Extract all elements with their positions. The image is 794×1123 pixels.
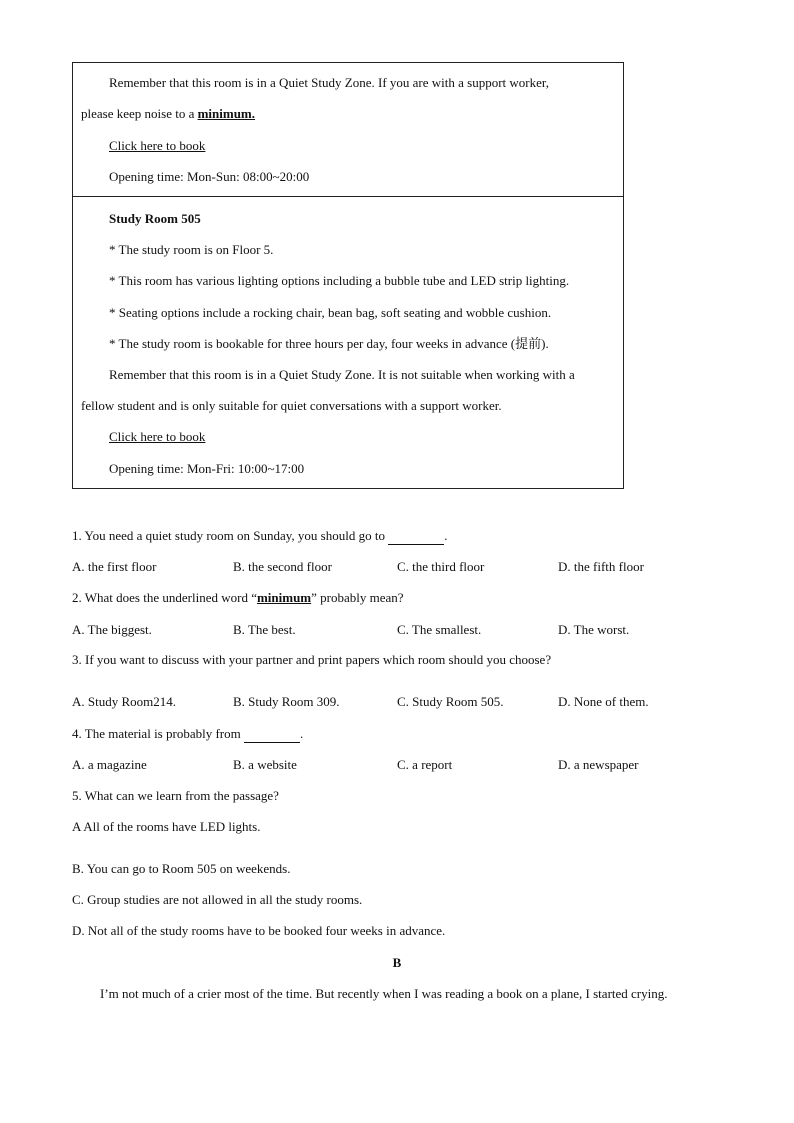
question-stem-end: . <box>444 528 448 543</box>
question-stem: 2. What does the underlined word “ <box>72 590 257 605</box>
question-stem-end: . <box>299 726 304 741</box>
option-b: B. You can go to Room 505 on weekends. <box>72 861 291 876</box>
question-1 <box>72 528 447 545</box>
option-c: C. The smallest. <box>397 622 482 637</box>
option-a: A. the first floor <box>72 559 157 574</box>
study-room-info-box-top <box>72 62 624 197</box>
option-c: C. the third floor <box>397 559 485 574</box>
question-4 <box>72 726 303 743</box>
option-d: D. Not all of the study rooms have to be booked four weeks in advance. <box>72 923 446 938</box>
option-b: B. a website <box>233 757 297 772</box>
answer-blank <box>388 528 444 545</box>
room-bullet: * The study room is bookable for three hours per day, four weeks in advance (提前). <box>109 336 549 351</box>
book-link[interactable]: Click here to book <box>109 138 206 153</box>
option-b: B. Study Room 309. <box>233 694 340 709</box>
question-stem: 4. The material is probably from <box>72 726 244 741</box>
option-a: A. Study Room214. <box>72 694 177 709</box>
option-d: D. the fifth floor <box>558 559 644 574</box>
room-title: Study Room 505 <box>109 211 201 226</box>
opening-time: Opening time: Mon-Fri: 10:00~17:00 <box>109 461 305 476</box>
option-c: C. Study Room 505. <box>397 694 504 709</box>
room-bullet: * This room has various lighting options including a bubble tube and LED strip lighting. <box>109 273 570 288</box>
option-d: D. None of them. <box>558 694 649 709</box>
section-heading: B <box>392 955 402 970</box>
quiet-zone-note: Remember that this room is in a Quiet Study Zone. It is not suitable when working with a <box>109 367 575 382</box>
option-d: D. a newspaper <box>558 757 639 772</box>
option-d: D. The worst. <box>558 622 630 637</box>
underlined-word-minimum: minimum <box>256 590 312 605</box>
question-5: 5. What can we learn from the passage? <box>72 788 279 803</box>
underlined-word-minimum: minimum. <box>197 106 256 121</box>
option-b: B. the second floor <box>233 559 332 574</box>
quiet-zone-note-cont: fellow student and is only suitable for quiet conversations with a support worker. <box>81 398 502 413</box>
room-bullet: * The study room is on Floor 5. <box>109 242 274 257</box>
room-bullet: * Seating options include a rocking chair, bean bag, soft seating and wobble cushion. <box>109 305 552 320</box>
book-link[interactable]: Click here to book <box>109 429 206 444</box>
question-stem: 1. You need a quiet study room on Sunday, you should go to <box>72 528 389 543</box>
noise-note <box>81 106 255 122</box>
option-b: B. The best. <box>233 622 296 637</box>
passage-paragraph: I’m not much of a crier most of the time. But recently when I was reading a book on a plane, I started crying. <box>100 986 668 1001</box>
option-a: A All of the rooms have LED lights. <box>72 819 261 834</box>
option-a: A. The biggest. <box>72 622 152 637</box>
quiet-zone-note: Remember that this room is in a Quiet Study Zone. If you are with a support worker, <box>109 75 549 90</box>
opening-time: Opening time: Mon-Sun: 08:00~20:00 <box>109 169 310 184</box>
noise-note-prefix: please keep noise to a <box>81 106 198 121</box>
question-3: 3. If you want to discuss with your partner and print papers which room should you choose? <box>72 652 552 667</box>
study-room-505-box <box>72 196 624 489</box>
option-c: C. Group studies are not allowed in all the study rooms. <box>72 892 363 907</box>
option-a: A. a magazine <box>72 757 147 772</box>
question-stem-end: ” probably mean? <box>311 590 404 605</box>
option-c: C. a report <box>397 757 453 772</box>
answer-blank <box>244 726 300 743</box>
question-2 <box>72 590 404 606</box>
